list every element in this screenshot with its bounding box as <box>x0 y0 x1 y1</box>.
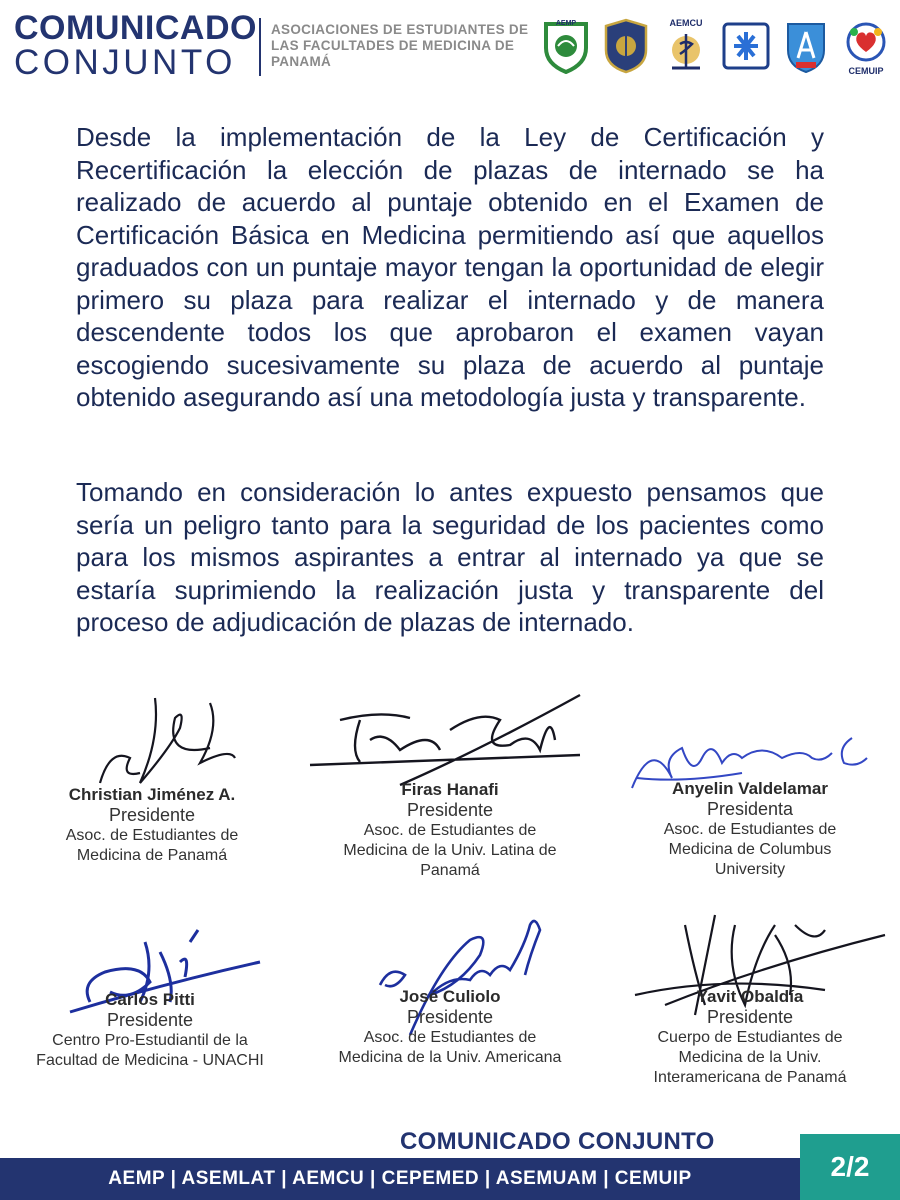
signatory-christian <box>2 785 302 866</box>
cemuip-logo <box>840 18 892 78</box>
footer-title: COMUNICADO CONJUNTO <box>400 1128 715 1155</box>
logo-strip <box>540 18 892 78</box>
signatory-org-line: Asoc. de Estudiantes de <box>363 1029 537 1046</box>
signatory-org-line: Cuerpo de Estudiantes de <box>657 1029 843 1046</box>
signatory-name: Carlos Pitti <box>105 990 195 1009</box>
signatory-org-line: Medicina de la Univ. Americana <box>338 1049 562 1066</box>
signatory-role: Presidente <box>108 805 196 825</box>
header-divider <box>259 18 261 76</box>
signatory-org-line: Asoc. de Estudiantes de <box>65 827 239 844</box>
signatory-org-line: Interamericana de Panamá <box>653 1069 847 1086</box>
signatory-org-line: Facultad de Medicina - UNACHI <box>36 1052 264 1069</box>
header-title-line1: COMUNICADO <box>14 9 257 47</box>
asemuam-logo <box>780 18 832 78</box>
signatory-yavit <box>600 987 900 1088</box>
aemp-logo <box>540 18 592 78</box>
signatory-role: Presidenta <box>706 799 794 819</box>
signatory-role: Presidente <box>406 1007 494 1027</box>
signatory-org-line: Medicina de Columbus <box>668 841 832 858</box>
header-subtitle: ASOCIACIONES DE ESTUDIANTES DE LAS FACULTADES DE MEDICINA DE PANAMÁ <box>271 22 529 69</box>
signatory-org-line: Medicina de Panamá <box>76 847 228 864</box>
signatory-jose <box>300 987 600 1068</box>
footer-organizations: AEMP | ASEMLAT | AEMCU | CEPEMED | ASEMUAM | CEMUIP <box>108 1168 692 1189</box>
signatory-role: Presidente <box>106 1010 194 1030</box>
signatory-firas <box>300 780 600 881</box>
signatory-anyelin <box>600 779 900 880</box>
signatory-org-line: Centro Pro-Estudiantil de la <box>52 1032 248 1049</box>
signatory-org-line: Medicina de la Univ. Latina de <box>343 842 557 859</box>
signatory-org-line: University <box>714 861 786 878</box>
signatory-role: Presidente <box>706 1007 794 1027</box>
cepemed-logo <box>720 18 772 78</box>
signatory-carlos <box>0 990 300 1071</box>
signatory-org-line: Medicina de la Univ. <box>678 1049 822 1066</box>
body-paragraph-1: Desde la implementación de la Ley de Certificación y Recertificación la elección de plazas de internado se ha realizado de acuerdo al puntaje obtenido en el Examen de Certificación Básica en Medicina permitiendo así que aquellos graduados con un puntaje mayor tengan la oportunidad de elegir primero su plaza para realizar el internado y de manera descendente todos los que aprobaron el examen vayan escogiendo sucesivamente su plaza de acuerdo al puntaje obtenido asegurando así una metodología justa y transparente. <box>76 122 824 412</box>
signatory-name: José Culiolo <box>399 987 501 1006</box>
aemcu-logo <box>660 18 712 78</box>
aemcu-logo-label: AEMCU <box>669 18 703 28</box>
page-number: 2/2 <box>830 1151 870 1182</box>
signatory-name: Yavit Obaldía <box>696 987 804 1006</box>
signatory-org-line: Asoc. de Estudiantes de <box>663 821 837 838</box>
header-title-line2: CONJUNTO <box>14 43 236 82</box>
signatory-name: Firas Hanafi <box>401 780 499 799</box>
signatory-name: Christian Jiménez A. <box>68 785 236 804</box>
aemp-logo-label: AEMP <box>555 20 577 27</box>
asemlat-logo <box>600 18 652 78</box>
signatory-org-line: Panamá <box>420 862 480 879</box>
signatory-org-line: Asoc. de Estudiantes de <box>363 822 537 839</box>
signatory-name: Anyelin Valdelamar <box>672 779 828 798</box>
signatory-role: Presidente <box>406 800 494 820</box>
cemuip-logo-label: CEMUIP <box>848 66 884 76</box>
body-paragraph-2: Tomando en consideración lo antes expuesto pensamos que sería un peligro tanto para la seguridad de los pacientes como para los mismos aspirantes a entrar al internado ya que se estaría suprimiendo la realización justa y transparente del proceso de adjudicación de plazas de internado. <box>76 477 824 637</box>
signature-christian <box>60 688 250 798</box>
